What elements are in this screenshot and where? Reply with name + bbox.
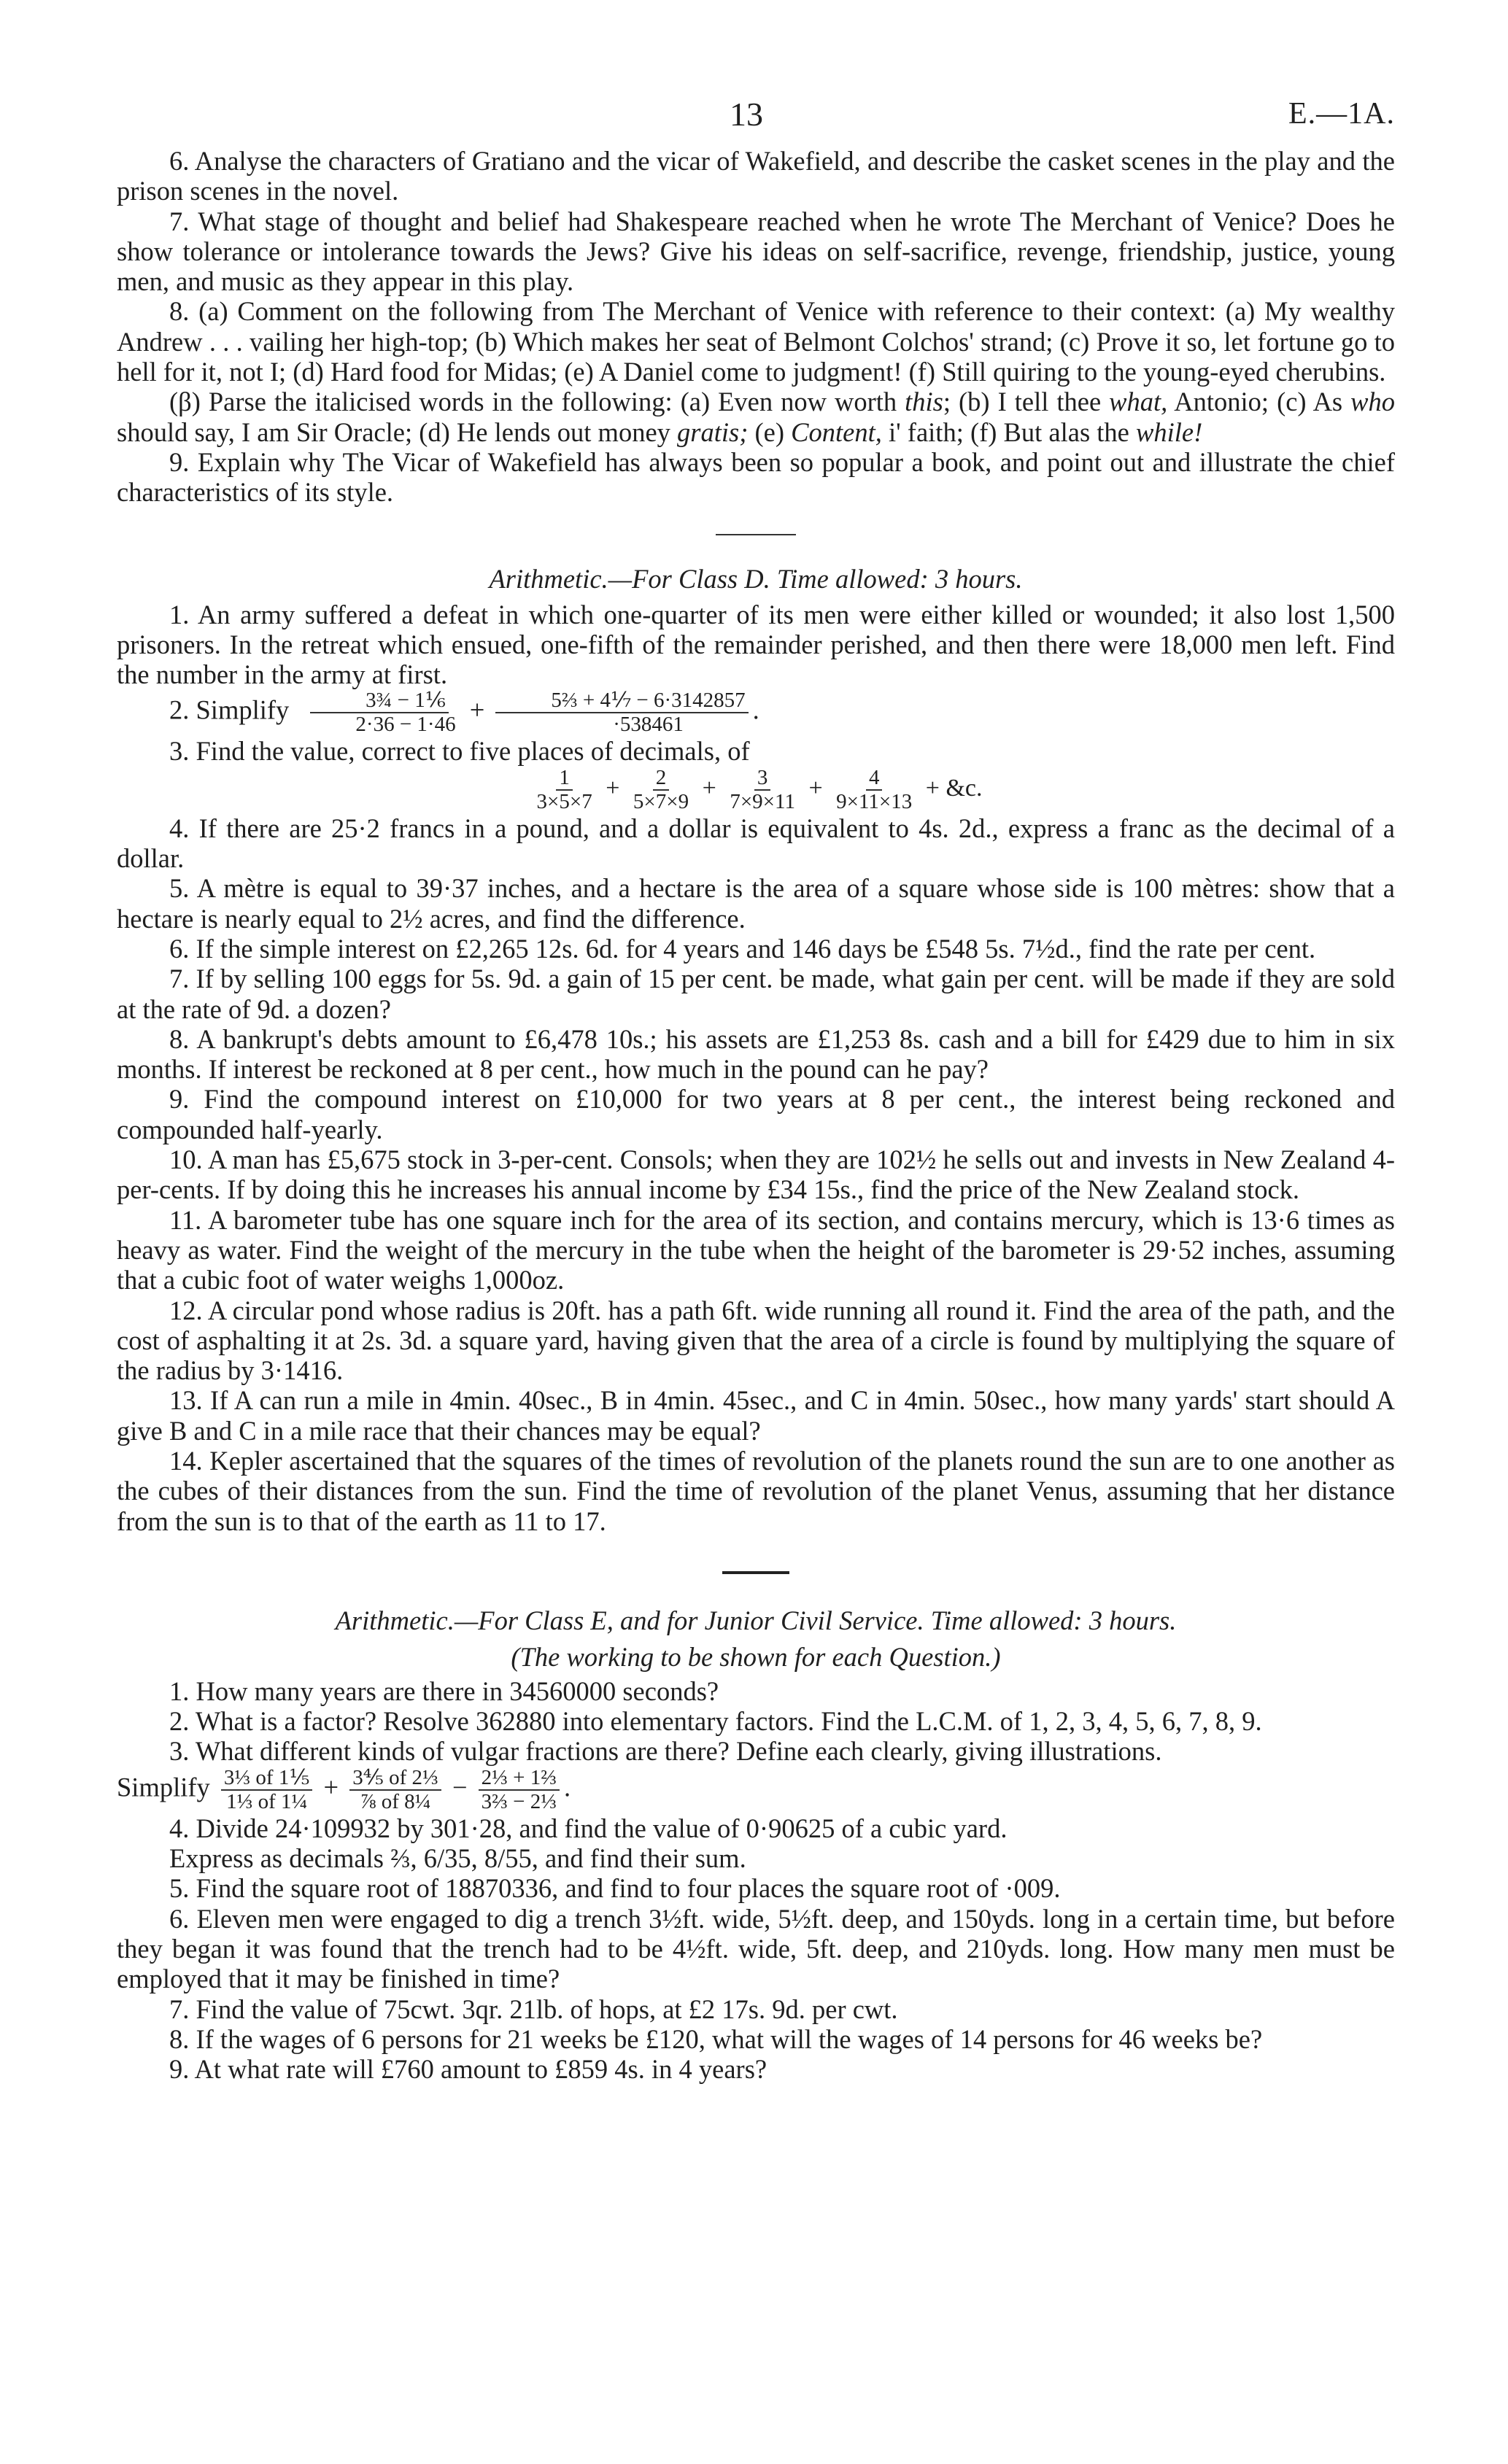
section-divider bbox=[722, 1571, 789, 1574]
page bbox=[117, 95, 1395, 2084]
arith-e-q5: 5. Find the square root of 18870336, and find to four places the square root of ·009. bbox=[169, 1873, 1061, 1904]
english-q8b: (β) Parse the italicised words in the following: (a) Even now worth this; (b) I tell thee what, Antonio; (c) As who should say, I am Sir Oracle; (d) He lends out money gratis; (e) Content, i' faith; (f) But alas the while! bbox=[117, 387, 1395, 447]
english-q9: 9. Explain why The Vicar of Wakefield has always been so popular a book, and point out and illustrate the chief characteristics of its style. bbox=[117, 446, 1395, 508]
section-subheading: (The working to be shown for each Question.) bbox=[511, 1641, 1001, 1672]
arith-e-q1: 1. How many years are there in 34560000 seconds? bbox=[169, 1675, 719, 1706]
document-code: E.—1A. bbox=[1288, 97, 1395, 131]
english-questions bbox=[117, 146, 1395, 508]
section-heading: Arithmetic.—For Class E, and for Junior Civil Service. Time allowed: 3 hours. bbox=[335, 1605, 1177, 1635]
arith-d-q6: 6. If the simple interest on £2,265 12s. 6d. for 4 years and 146 days be £548 5s. 7½d., find the rate per cent. bbox=[169, 933, 1316, 964]
arith-d-q4: 4. If there are 25·2 francs in a pound, and a dollar is equivalent to 4s. 2d., express a franc as the decimal of a dollar. bbox=[117, 813, 1395, 874]
english-q8a: 8. (a) Comment on the following from The Merchant of Venice with reference to their context: (a) My wealthy Andrew . . . vailing her high-top; (b) Which makes her seat of Belmont Colchos' strand; (c) Prove it so, let fortune go to hell for it, not I; (d) Hard food for Midas; (e) A Daniel come to judgment! (f) Still quiring to the young-eyed cherubins. bbox=[117, 296, 1395, 387]
arith-d-q13: 13. If A can run a mile in 4min. 40sec., B in 4min. 45sec., and C in 4min. 50sec., how many yards' start should A give B and C in a mile race that their chances may be equal? bbox=[117, 1385, 1395, 1446]
fraction: $\frac{1}{3\times 5\times 7}$ bbox=[536, 765, 592, 813]
arith-e-q7: 7. Find the value of 75cwt. 3qr. 21lb. of hops, at £2 17s. 9d. per cwt. bbox=[169, 1994, 898, 2024]
arithmetic-class-d bbox=[117, 563, 1395, 1536]
arith-d-q10: 10. A man has £5,675 stock in 3-per-cent. Consols; when they are 102½ he sells out and invests in New Zealand 4-per-cents. If by doing this he increases his annual income by £34 15s., find the price of the New Zealand stock. bbox=[117, 1144, 1395, 1205]
fraction: $\frac{3}{7\times 9\times 11}$ bbox=[730, 765, 795, 813]
arith-d-q1: 1. An army suffered a defeat in which one-quarter of its men were either killed or wounded; it also lost 1,500 prisoners. In the retreat which ensued, one-fifth of the remainder perished, and then there were 18,000 men left. Find the number in the army at first. bbox=[117, 599, 1395, 690]
english-q6: 6. Analyse the characters of Gratiano and the vicar of Wakefield, and describe the casket scenes in the play and the prison scenes in the novel. bbox=[117, 146, 1395, 206]
arith-d-q9: 9. Find the compound interest on £10,000 for two years at 8 per cent., the interest being reckoned and compounded half-yearly. bbox=[117, 1084, 1395, 1144]
arith-d-q11: 11. A barometer tube has one square inch for the area of its section, and contains mercury, which is 13·6 times as heavy as water. Find the weight of the mercury in the tube when the height of the barometer is 29·52 inches, assuming that a cubic foot of water weighs 1,000oz. bbox=[117, 1204, 1395, 1295]
arith-e-q3-expression: Simplify $\frac{\text{3⅓ of 1⅕}}{\text{1⅓ of 1¼}}$ + $\frac{\text{3⅘ of 2⅓}}{\text{⅞ of 8¼}}$ − $\frac{\text{2⅓ + 1⅔}}{\text{3⅔ − 2⅓}}$ . bbox=[117, 1765, 571, 1813]
fraction: $\frac{\text{2⅓ + 1⅔}}{\text{3⅔ − 2⅓}}$ bbox=[479, 1767, 560, 1813]
arith-d-q3: 3. Find the value, correct to five places of decimals, of bbox=[169, 736, 750, 767]
fraction: $\frac{2}{5\times 7\times 9}$ bbox=[633, 765, 689, 813]
page-header bbox=[117, 95, 1395, 146]
arith-d-q7: 7. If by selling 100 eggs for 5s. 9d. a gain of 15 per cent. be made, what gain per cent. will be made if they are sold at the rate of 9d. a dozen? bbox=[117, 964, 1395, 1024]
arith-e-q4b: Express as decimals ⅔, 6/35, 8/55, and find their sum. bbox=[169, 1843, 746, 1874]
english-q7: 7. What stage of thought and belief had Shakespeare reached when he wrote The Merchant of Venice? Does he show tolerance or intolerance towards the Jews? Give his ideas on self-sacrifice, revenge, friendship, justice, young men, and music as they appear in this play. bbox=[117, 206, 1395, 297]
arith-e-q8: 8. If the wages of 6 persons for 21 weeks be £120, what will the wages of 14 persons for 46 weeks be? bbox=[169, 2023, 1263, 2054]
arithmetic-class-e bbox=[117, 1605, 1395, 2085]
arith-d-q5: 5. A mètre is equal to 39·37 inches, and a hectare is the area of a square whose side is 100 mètres: show that a hectare is nearly equal to 2½ acres, and find the difference. bbox=[117, 873, 1395, 934]
fraction: $\frac{\text{3¾ − 1⅙}}{2\cdot 36 - 1\cdot 46}$ bbox=[300, 689, 458, 736]
arith-d-q2: 2. Simplify $\frac{\text{3¾ − 1⅙}}{2\cdot 36 - 1\cdot 46}$ + $\frac{\text{5⅔ + 4⅐ − 6·3142857}}{\cdot 538461}$ . bbox=[169, 689, 759, 737]
arith-d-q8: 8. A bankrupt's debts amount to £6,478 10s.; his assets are £1,253 8s. cash and a bill for £429 due to him in six months. If interest be reckoned at 8 per cent., how much in the pound can he pay? bbox=[117, 1023, 1395, 1085]
page-number: 13 bbox=[730, 96, 763, 133]
arith-d-q14: 14. Kepler ascertained that the squares of the times of revolution of the planets round the sun are to one another as the cubes of their distances from the sun. Find the time of revolution of the planet Venus, assuming that her distance from the sun is to that of the earth as 11 to 17. bbox=[117, 1445, 1395, 1536]
section-divider bbox=[716, 534, 796, 535]
arith-e-q2: 2. What is a factor? Resolve 362880 into elementary factors. Find the L.C.M. of 1, 2, 3, 4, 5, 6, 7, 8, 9. bbox=[169, 1706, 1262, 1737]
fraction: $\frac{\text{5⅔ + 4⅐ − 6·3142857}}{\cdot 538461}$ bbox=[495, 689, 748, 736]
section-heading: Arithmetic.—For Class D. Time allowed: 3 hours. bbox=[489, 563, 1023, 594]
arith-e-q4: 4. Divide 24·109932 by 301·28, and find the value of 0·90625 of a cubic yard. bbox=[169, 1813, 1008, 1843]
series-expression: $\frac{1}{3\times 5\times 7}$ + $\frac{2}{5\times 7\times 9}$ + $\frac{3}{7\times 9\times 11}$ + $\frac{4}{9\times 11\times 13}$ + &c. bbox=[117, 767, 1395, 813]
fraction: $\frac{\text{3⅘ of 2⅓}}{\text{⅞ of 8¼}}$ bbox=[349, 1767, 441, 1813]
fraction: $\frac{\text{3⅓ of 1⅕}}{\text{1⅓ of 1¼}}$ bbox=[221, 1767, 313, 1813]
arith-e-q3: 3. What different kinds of vulgar fractions are there? Define each clearly, giving illustrations. bbox=[169, 1736, 1162, 1767]
arith-e-q9: 9. At what rate will £760 amount to £859 4s. in 4 years? bbox=[169, 2054, 767, 2085]
arith-e-q6: 6. Eleven men were engaged to dig a trench 3½ft. wide, 5½ft. deep, and 150yds. long in a certain time, but before they began it was found that the trench had to be 4½ft. wide, 5ft. deep, and 210yds. long. How many men must be employed that it may be finished in time? bbox=[117, 1903, 1395, 1994]
fraction: $\frac{4}{9\times 11\times 13}$ bbox=[836, 765, 913, 813]
arith-d-q12: 12. A circular pond whose radius is 20ft. has a path 6ft. wide running all round it. Find the area of the path, and the cost of asphalting it at 2s. 3d. a square yard, having given that the area of a circle is found by multiplying the square of the radius by 3·1416. bbox=[117, 1295, 1395, 1386]
